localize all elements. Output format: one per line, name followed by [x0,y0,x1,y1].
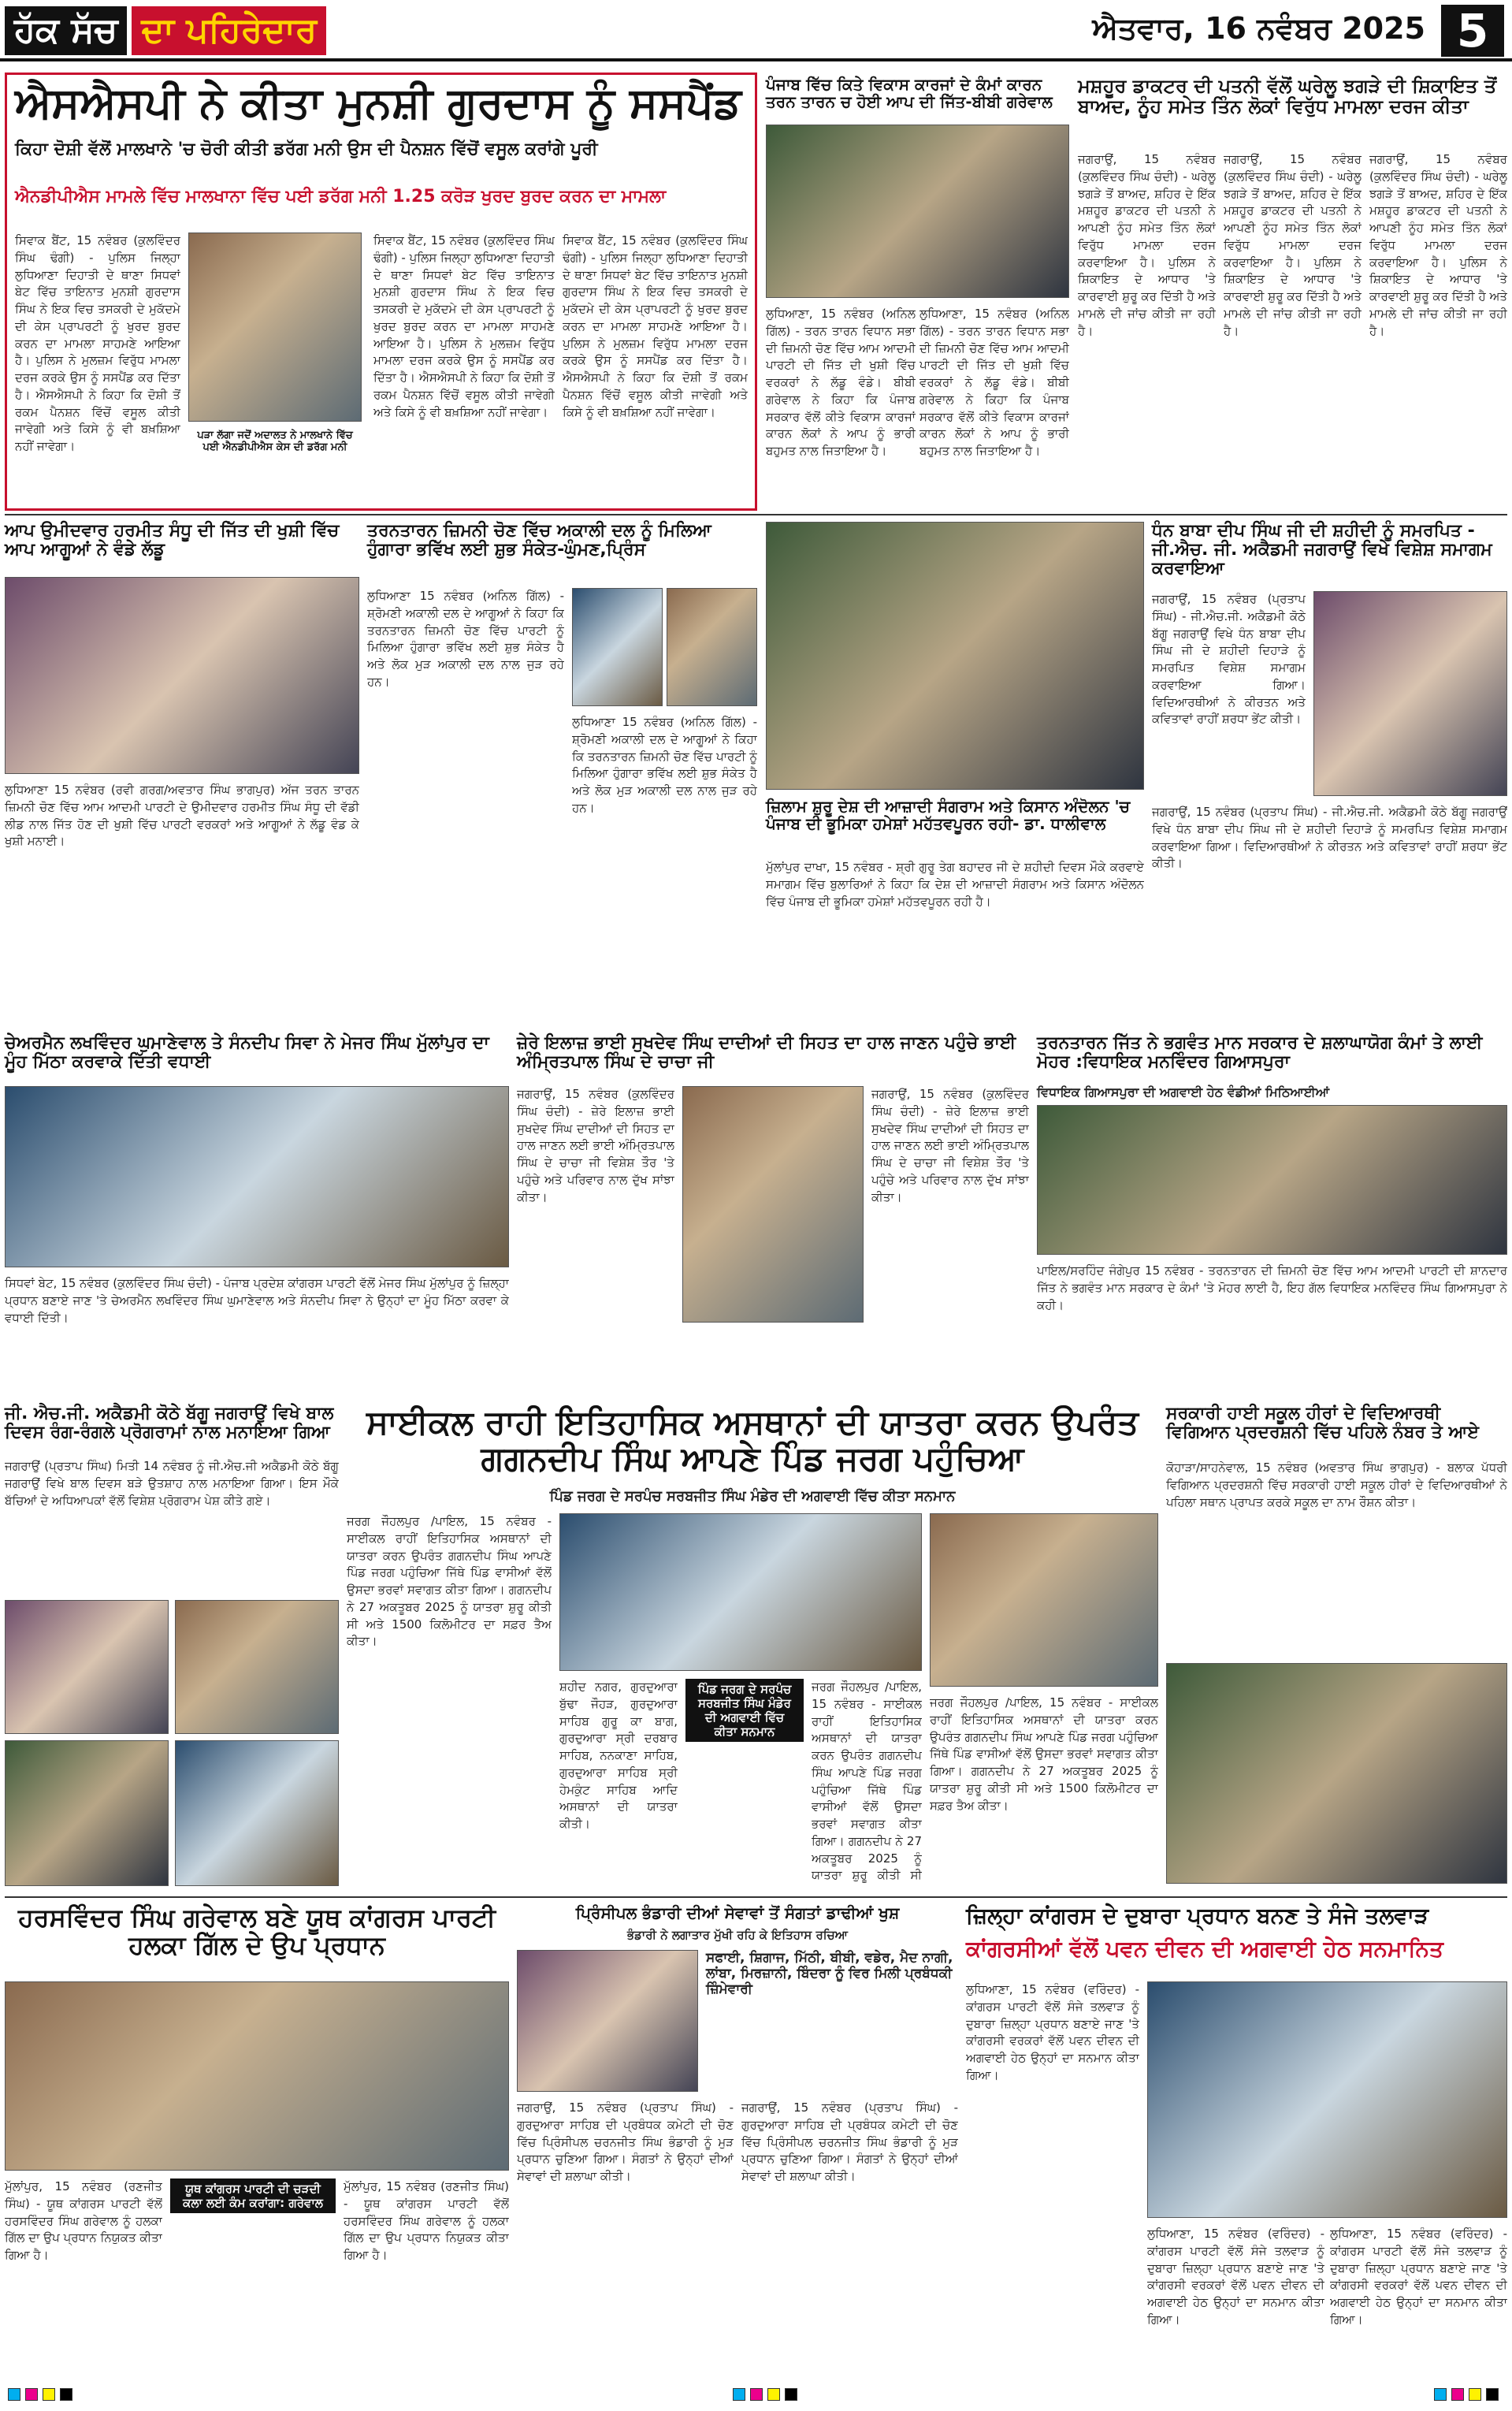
registration-marks-left [8,2388,72,2401]
cycle-villages: ਸ਼ਹੀਦ ਨਗਰ, ਗੁਰਦੁਆਰਾ ਬੁੱਢਾ ਜੌਹੜ, ਗੁਰਦੁਆਰਾ ਸਾਹਿਬ ਗੁਰੂ ਕਾ ਬਾਗ, ਗੁਰਦੁਆਰਾ ਸ੍ਰੀ ਦਰਬਾਰ ਸਾਹਿਬ, ਨਨਕਾਣਾ ਸਾਹਿਬ, ਗੁਰਦੁਆਰਾ ਸਾਹਿਬ ਸ੍ਰੀ ਹੇਮਕੁੰਟ ਸਾਹਿਬ ਆਦਿ ਅਸਥਾਨਾਂ ਦੀ ਯਾਤਰਾ ਕੀਤੀ। [559,1680,678,1831]
punjab-story [766,73,1069,511]
lead-caption: ਪੜਾ ਲੱਗਾ ਜਦੋਂ ਅਦਾਲਤ ਨੇ ਮਾਲਖਾਨੇ ਵਿੱਚ ਪਈ ਐਨਡੀਪੀਐਸ ਕੇਸ ਦੀ ਡਰੱਗ ਮਨੀ [197,430,353,453]
tarntaran-sub: ਵਿਧਾਇਕ ਗਿਆਸਪੁਰਾ ਦੀ ਅਗਵਾਈ ਹੇਠ ਵੰਡੀਆਂ ਮਿਠਿਆਈਆਂ [1037,1085,1330,1099]
principal-body: ਜਗਰਾਉਂ, 15 ਨਵੰਬਰ (ਪ੍ਰਤਾਪ ਸਿੰਘ) - ਗੁਰਦੁਆਰਾ ਸਾਹਿਬ ਦੀ ਪ੍ਰਬੰਧਕ ਕਮੇਟੀ ਦੀ ਚੋਣ ਵਿੱਚ ਪ੍ਰਿੰਸੀਪਲ ਚਰਨਜੀਤ ਸਿੰਘ ਭੰਡਾਰੀ ਨੂੰ ਮੁੜ ਪ੍ਰਧਾਨ ਚੁਣਿਆ ਗਿਆ। ਸੰਗਤਾਂ ਨੇ ਉਨ੍ਹਾਂ ਦੀਆਂ ਸੇਵਾਵਾਂ ਦੀ ਸ਼ਲਾਘਾ ਕੀਤੀ। [517,2100,734,2183]
punjab-headline: ਪੰਜਾਬ ਵਿੱਚ ਕਿਤੇ ਵਿਕਾਸ ਕਾਰਜਾਂ ਦੇ ਕੰਮਾਂ ਕਾਰਨ ਤਰਨ ਤਾਰਨ ਚ ਹੋਈ ਆਪ ਦੀ ਜਿੱਤ-ਬੀਬੀ ਗਰੇਵਾਲ [766,75,1053,111]
lead-body-col3: ਸਿਵਾਕ ਬੈਂਟ, 15 ਨਵੰਬਰ (ਕੁਲਵਿੰਦਰ ਸਿੰਘ ਢੰਗੀ) - ਪੁਲਿਸ ਜਿਲ੍ਹਾ ਲੁਧਿਆਣਾ ਦਿਹਾਤੀ ਦੇ ਥਾਣਾ ਸਿਧਵਾਂ ਬੇਟ ਵਿੱਚ ਤਾਇਨਾਤ ਮੁਨਸ਼ੀ ਗੁਰਦਾਸ ਸਿੰਘ ਨੇ ਇਕ ਵਿਚ ਤਸਕਰੀ ਦੇ ਮੁਕੱਦਮੇ ਦੀ ਕੇਸ ਪ੍ਰਾਪਰਟੀ ਨੂੰ ਖੁਰਦ ਬੁਰਦ ਕਰਨ ਦਾ ਮਾਮਲਾ ਸਾਹਮਣੇ ਆਇਆ ਹੈ। ਪੁਲਿਸ ਨੇ ਮੁਲਜ਼ਮ ਵਿਰੁੱਧ ਮਾਮਲਾ ਦਰਜ ਕਰਕੇ ਉਸ ਨੂੰ ਸਸਪੈਂਡ ਕਰ ਦਿੱਤਾ ਹੈ। ਐਸਐਸਪੀ ਨੇ ਕਿਹਾ ਕਿ ਦੋਸ਼ੀ ਤੋਂ ਰਕਮ ਪੈਨਸ਼ਨ ਵਿੱਚੋਂ ਵਸੂਲ ਕੀਤੀ ਜਾਵੇਗੀ ਅਤੇ ਕਿਸੇ ਨੂੰ ਵੀ ਬਖ਼ਸ਼ਿਆ ਨਹੀਂ ਜਾਵੇਗਾ। [563,233,748,419]
registration-marks-right [1434,2388,1499,2401]
candidate-photo [5,577,359,774]
doctor-story [1078,73,1507,511]
cycle-photo [559,1513,922,1671]
freedom-photo [766,522,1144,790]
cycle-photo-2 [930,1513,1158,1687]
chohmela-photo [5,1086,509,1267]
candidate-body: ਲੁਧਿਆਣਾ 15 ਨਵੰਬਰ (ਰਵੀ ਗਰਗ/ਅਵਤਾਰ ਸਿੰਘ ਭਾਗਪੁਰ) ਅੱਜ ਤਰਨ ਤਾਰਨ ਜ਼ਿਮਨੀ ਚੋਣ ਵਿੱਚ ਆਮ ਆਦਮੀ ਪਾਰਟੀ ਦੇ ਉਮੀਦਵਾਰ ਹਰਮੀਤ ਸਿੰਘ ਸੰਧੂ ਦੀ ਵੱਡੀ ਲੀਡ ਨਾਲ ਜਿੱਤ ਹੋਣ ਦੀ ਖੁਸ਼ੀ ਵਿੱਚ ਪਾਰਟੀ ਵਰਕਰਾਂ ਅਤੇ ਆਗੂਆਂ ਨੇ ਲੱਡੂ ਵੰਡ ਕੇ ਖੁਸ਼ੀ ਮਨਾਈ। [5,783,359,849]
lead-photo [188,233,362,422]
masthead [0,0,1512,61]
punjab-photo [766,125,1069,298]
bal-diwas-body: ਜਗਰਾਉਂ (ਪ੍ਰਤਾਪ ਸਿੰਘ) ਮਿਤੀ 14 ਨਵੰਬਰ ਨੂੰ ਜੀ.ਐਚ.ਜੀ ਅਕੈਡਮੀ ਕੋਠੇ ਬੱਗੂ ਜਗਰਾਉਂ ਵਿਖੇ ਬਾਲ ਦਿਵਸ ਬੜੇ ਉਤਸ਼ਾਹ ਨਾਲ ਮਨਾਇਆ ਗਿਆ। ਇਸ ਮੌਕੇ ਬੱਚਿਆਂ ਦੇ ਅਧਿਆਪਕਾਂ ਵੱਲੋਂ ਵਿਸ਼ੇਸ਼ ਪ੍ਰੋਗਰਾਮ ਪੇਸ਼ ਕੀਤੇ ਗਏ। [5,1459,339,1508]
congress-headline: ਜ਼ਿਲ੍ਹਾ ਕਾਂਗਰਸ ਦੇ ਦੁਬਾਰਾ ਪ੍ਰਧਾਨ ਬਨਣ ਤੇ ਸੰਜੇ ਤਲਵਾੜ [966,1903,1429,1929]
cycle-headline: ਸਾਈਕਲ ਰਾਹੀ ਇਤਿਹਾਸਿਕ ਅਸਥਾਨਾਂ ਦੀ ਯਾਤਰਾ ਕਰਨ ਉਪਰੰਤ ਗਗਨਦੀਪ ਸਿੰਘ ਆਪਣੇ ਪਿੰਡ ਜਰਗ ਪਹੁੰਚਿਆ [366,1403,1139,1479]
bal-diwas-photo-1 [5,1600,169,1734]
treatment-story [517,1032,1029,1395]
harsavinder-body-col2: ਮੁੱਲਾਂਪੁਰ, 15 ਨਵੰਬਰ (ਰਣਜੀਤ ਸਿੰਘ) - ਯੂਥ ਕਾਂਗਰਸ ਪਾਰਟੀ ਵੱਲੋਂ ਹਰਸਵਿੰਦਰ ਸਿੰਘ ਗਰੇਵਾਲ ਨੂੰ ਹਲਕਾ ਗਿੱਲ ਦਾ ਉਪ ਪ੍ਰਧਾਨ ਨਿਯੁਕਤ ਕੀਤਾ ਗਿਆ ਹੈ। [344,2179,509,2262]
bal-diwas-photo-4 [175,1740,339,1886]
school-photo [1166,1663,1507,1884]
principal-photo [517,1950,698,2092]
treatment-headline: ਜ਼ੇਰੇ ਇਲਾਜ਼ ਭਾਈ ਸੁਖਦੇਵ ਸਿੰਘ ਦਾਦੀਆਂ ਦੀ ਸਿਹਤ ਦਾ ਹਾਲ ਜਾਣਨ ਪਹੁੰਚੇ ਭਾਈ ਅੰਮ੍ਰਿਤਪਾਲ ਸਿੰਘ ਦੇ ਚਾਚਾ ਜੀ [517,1033,1016,1073]
bal-diwas-headline: ਜੀ. ਐਚ.ਜੀ. ਅਕੈਡਮੀ ਕੋਠੇ ਬੱਗੂ ਜਗਰਾਉਂ ਵਿਖੇ ਬਾਲ ਦਿਵਸ ਰੰਗ-ਰੰਗਲੇ ਪ੍ਰੋਗਰਾਮਾਂ ਨਾਲ ਮਨਾਇਆ ਗਿਆ [5,1404,334,1443]
treatment-body-col2: ਜਗਰਾਉਂ, 15 ਨਵੰਬਰ (ਕੁਲਵਿੰਦਰ ਸਿੰਘ ਚੰਦੀ) - ਜ਼ੇਰੇ ਇਲਾਜ਼ ਭਾਈ ਸੁਖਦੇਵ ਸਿੰਘ ਦਾਦੀਆਂ ਦੀ ਸਿਹਤ ਦਾ ਹਾਲ ਜਾਣਨ ਲਈ ਭਾਈ ਅੰਮ੍ਰਿਤਪਾਲ ਸਿੰਘ ਦੇ ਚਾਚਾ ਜੀ ਵਿਸ਼ੇਸ਼ ਤੌਰ 'ਤੇ ਪਹੁੰਚੇ ਅਤੇ ਪਰਿਵਾਰ ਨਾਲ ਦੁੱਖ ਸਾਂਝਾ ਕੀਤਾ। [871,1087,1029,1204]
gk-academy-photo [1313,591,1507,796]
principal-sub1: ਭੰਡਾਰੀ ਨੇ ਲਗਾਤਾਰ ਮੁੱਖੀ ਰਹਿ ਕੇ ਇਤਿਹਾਸ ਰਚਿਆ [626,1928,849,1942]
principal-story [517,1903,958,2376]
gk-academy-headline: ਧੰਨ ਬਾਬਾ ਦੀਪ ਸਿੰਘ ਜੀ ਦੀ ਸ਼ਹੀਦੀ ਨੂੰ ਸਮਰਪਿਤ - ਜੀ.ਐਚ. ਜੀ. ਅਕੈਡਮੀ ਜਗਰਾਉਂ ਵਿਖੇ ਵਿਸ਼ੇਸ਼ ਸਮਾਗਮ ਕਰਵਾਇਆ [1152,521,1492,579]
congress-body: ਲੁਧਿਆਣਾ, 15 ਨਵੰਬਰ (ਵਰਿੰਦਰ) - ਕਾਂਗਰਸ ਪਾਰਟੀ ਵੱਲੋਂ ਸੰਜੇ ਤਲਵਾੜ ਨੂੰ ਦੁਬਾਰਾ ਜ਼ਿਲ੍ਹਾ ਪ੍ਰਧਾਨ ਬਣਾਏ ਜਾਣ 'ਤੇ ਕਾਂਗਰਸੀ ਵਰਕਰਾਂ ਵੱਲੋਂ ਪਵਨ ਦੀਵਨ ਦੀ ਅਗਵਾਈ ਹੇਠ ਉਨ੍ਹਾਂ ਦਾ ਸਨਮਾਨ ਕੀਤਾ ਗਿਆ। [966,1982,1139,2082]
lead-body-col2: ਸਿਵਾਕ ਬੈਂਟ, 15 ਨਵੰਬਰ (ਕੁਲਵਿੰਦਰ ਸਿੰਘ ਢੰਗੀ) - ਪੁਲਿਸ ਜਿਲ੍ਹਾ ਲੁਧਿਆਣਾ ਦਿਹਾਤੀ ਦੇ ਥਾਣਾ ਸਿਧਵਾਂ ਬੇਟ ਵਿੱਚ ਤਾਇਨਾਤ ਮੁਨਸ਼ੀ ਗੁਰਦਾਸ ਸਿੰਘ ਨੇ ਇਕ ਵਿਚ ਤਸਕਰੀ ਦੇ ਮੁਕੱਦਮੇ ਦੀ ਕੇਸ ਪ੍ਰਾਪਰਟੀ ਨੂੰ ਖੁਰਦ ਬੁਰਦ ਕਰਨ ਦਾ ਮਾਮਲਾ ਸਾਹਮਣੇ ਆਇਆ ਹੈ। ਪੁਲਿਸ ਨੇ ਮੁਲਜ਼ਮ ਵਿਰੁੱਧ ਮਾਮਲਾ ਦਰਜ ਕਰਕੇ ਉਸ ਨੂੰ ਸਸਪੈਂਡ ਕਰ ਦਿੱਤਾ ਹੈ। ਐਸਐਸਪੀ ਨੇ ਕਿਹਾ ਕਿ ਦੋਸ਼ੀ ਤੋਂ ਰਕਮ ਪੈਨਸ਼ਨ ਵਿੱਚੋਂ ਵਸੂਲ ਕੀਤੀ ਜਾਵੇਗੀ ਅਤੇ ਕਿਸੇ ਨੂੰ ਵੀ ਬਖ਼ਸ਼ਿਆ ਨਹੀਂ ਜਾਵੇਗਾ। [373,233,555,419]
principal-body-col2: ਜਗਰਾਉਂ, 15 ਨਵੰਬਰ (ਪ੍ਰਤਾਪ ਸਿੰਘ) - ਗੁਰਦੁਆਰਾ ਸਾਹਿਬ ਦੀ ਪ੍ਰਬੰਧਕ ਕਮੇਟੀ ਦੀ ਚੋਣ ਵਿੱਚ ਪ੍ਰਿੰਸੀਪਲ ਚਰਨਜੀਤ ਸਿੰਘ ਭੰਡਾਰੀ ਨੂੰ ਮੁੜ ਪ੍ਰਧਾਨ ਚੁਣਿਆ ਗਿਆ। ਸੰਗਤਾਂ ਨੇ ਉਨ੍ਹਾਂ ਦੀਆਂ ਸੇਵਾਵਾਂ ਦੀ ਸ਼ਲਾਘਾ ਕੀਤੀ। [741,2100,958,2183]
principal-headline: ਪ੍ਰਿੰਸੀਪਲ ਭੰਡਾਰੀ ਦੀਆਂ ਸੇਵਾਵਾਂ ਤੋਂ ਸੰਗਤਾਂ ਡਾਢੀਆਂ ਖੁਸ਼ [575,1903,900,1922]
treatment-body: ਜਗਰਾਉਂ, 15 ਨਵੰਬਰ (ਕੁਲਵਿੰਦਰ ਸਿੰਘ ਚੰਦੀ) - ਜ਼ੇਰੇ ਇਲਾਜ਼ ਭਾਈ ਸੁਖਦੇਵ ਸਿੰਘ ਦਾਦੀਆਂ ਦੀ ਸਿਹਤ ਦਾ ਹਾਲ ਜਾਣਨ ਲਈ ਭਾਈ ਅੰਮ੍ਰਿਤਪਾਲ ਸਿੰਘ ਦੇ ਚਾਚਾ ਜੀ ਵਿਸ਼ੇਸ਼ ਤੌਰ 'ਤੇ ਪਹੁੰਚੇ ਅਤੇ ਪਰਿਵਾਰ ਨਾਲ ਦੁੱਖ ਸਾਂਝਾ ਕੀਤਾ। [517,1087,674,1204]
lead-sub2: ਐਨਡੀਪੀਐਸ ਮਾਮਲੇ ਵਿੱਚ ਮਾਲਖਾਨਾ ਵਿੱਚ ਪਈ ਡਰੱਗ ਮਨੀ 1.25 ਕਰੋੜ ਖੁਰਦ ਬੁਰਦ ਕਰਨ ਦਾ ਮਾਮਲਾ [15,187,667,206]
cycle-body-col3: ਜਰਗ ਜੌਹਲਪੁਰ /ਪਾਇਲ, 15 ਨਵੰਬਰ - ਸਾਈਕਲ ਰਾਹੀਂ ਇਤਿਹਾਸਿਕ ਅਸਥਾਨਾਂ ਦੀ ਯਾਤਰਾ ਕਰਨ ਉਪਰੰਤ ਗਗਨਦੀਪ ਸਿੰਘ ਆਪਣੇ ਪਿੰਡ ਜਰਗ ਪਹੁੰਚਿਆ ਜਿੱਥੇ ਪਿੰਡ ਵਾਸੀਆਂ ਵੱਲੋਂ ਉਸਦਾ ਭਰਵਾਂ ਸਵਾਗਤ ਕੀਤਾ ਗਿਆ। ਗਗਨਦੀਪ ਨੇ 27 ਅਕਤੂਬਰ 2025 ਨੂੰ ਯਾਤਰਾ ਸ਼ੁਰੂ ਕੀਤੀ ਸੀ [812,1680,922,1883]
lead-sub1: ਕਿਹਾ ਦੋਸ਼ੀ ਵੱਲੋਂ ਮਾਲਖਾਨੇ 'ਚ ਚੋਰੀ ਕੀਤੀ ਡਰੱਗ ਮਨੀ ਉਸ ਦੀ ਪੈਨਸ਼ਨ ਵਿੱਚੋਂ ਵਸੂਲ ਕਰਾਂਗੇ ਪੂਰੀ [15,140,598,159]
cycle-sub: ਪਿੰਡ ਜਰਗ ਦੇ ਸਰਪੰਚ ਸਰਬਜੀਤ ਸਿੰਘ ਮੰਡੇਰ ਦੀ ਅਗਵਾਈ ਵਿੱਚ ਕੀਤਾ ਸਨਮਾਨ [549,1488,956,1505]
freedom-headline: ਜ਼ਿਲਾਮ ਸ਼ੁਰੂ ਦੇਸ਼ ਦੀ ਆਜ਼ਾਦੀ ਸੰਗਰਾਮ ਅਤੇ ਕਿਸਾਨ ਅੰਦੋਲਨ 'ਚ ਪੰਜਾਬ ਦੀ ਭੂਮਿਕਾ ਹਮੇਸ਼ਾਂ ਮਹੱਤਵਪੂਰਨ ਰਹੀ- ਡਾ. ਧਾਲੀਵਾਲ [766,797,1131,833]
bal-diwas-story [5,1403,339,1892]
doctor-body-col3: ਜਗਰਾਉਂ, 15 ਨਵੰਬਰ (ਕੁਲਵਿੰਦਰ ਸਿੰਘ ਚੰਦੀ) - ਘਰੇਲੂ ਝਗੜੇ ਤੋਂ ਬਾਅਦ, ਸ਼ਹਿਰ ਦੇ ਇੱਕ ਮਸ਼ਹੂਰ ਡਾਕਟਰ ਦੀ ਪਤਨੀ ਨੇ ਆਪਣੀ ਨੂੰਹ ਸਮੇਤ ਤਿੰਨ ਲੋਕਾਂ ਵਿਰੁੱਧ ਮਾਮਲਾ ਦਰਜ ਕਰਵਾਇਆ ਹੈ। ਪੁਲਿਸ ਨੇ ਸ਼ਿਕਾਇਤ ਦੇ ਆਧਾਰ 'ਤੇ ਕਾਰਵਾਈ ਸ਼ੁਰੂ ਕਰ ਦਿੱਤੀ ਹੈ ਅਤੇ ਮਾਮਲੇ ਦੀ ਜਾਂਚ ਕੀਤੀ ਜਾ ਰਹੀ ਹੈ। [1369,152,1507,338]
akali-body: ਲੁਧਿਆਣਾ 15 ਨਵੰਬਰ (ਅਨਿਲ ਗਿੱਲ) - ਸ਼੍ਰੋਮਣੀ ਅਕਾਲੀ ਦਲ ਦੇ ਆਗੂਆਂ ਨੇ ਕਿਹਾ ਕਿ ਤਰਨਤਾਰਨ ਜ਼ਿਮਨੀ ਚੋਣ ਵਿੱਚ ਪਾਰਟੀ ਨੂੰ ਮਿਲਿਆ ਹੁੰਗਾਰਾ ਭਵਿੱਖ ਲਈ ਸ਼ੁਭ ਸੰਕੇਤ ਹੈ ਅਤੇ ਲੋਕ ਮੁੜ ਅਕਾਲੀ ਦਲ ਨਾਲ ਜੁੜ ਰਹੇ ਹਨ। [367,589,564,689]
principal-sub2: ਸਫਾਈ, ਸ਼ਿਗਾਜ, ਮਿੱਠੀ, ਬੀਬੀ, ਵਡੇਰ, ਮੈਦ ਨਾਗੀ, ਲਾਂਬਾ, ਮਿਰਜ਼ਾਨੀ, ਬਿੰਦਰਾ ਨੂੰ ਵਿਰ ਮਿਲੀ ਪ੍ਰਬੰਧਕੀ ਜ਼ਿੰਮੇਵਾਰੀ [706,1950,953,1997]
chohmela-body: ਸਿਧਵਾਂ ਬੇਟ, 15 ਨਵੰਬਰ (ਕੁਲਵਿੰਦਰ ਸਿੰਘ ਚੰਦੀ) - ਪੰਜਾਬ ਪ੍ਰਦੇਸ਼ ਕਾਂਗਰਸ ਪਾਰਟੀ ਵੱਲੋਂ ਮੇਜਰ ਸਿੰਘ ਮੁੱਲਾਂਪੁਰ ਨੂੰ ਜ਼ਿਲ੍ਹਾ ਪ੍ਰਧਾਨ ਬਣਾਏ ਜਾਣ 'ਤੇ ਚੇਅਰਮੈਨ ਲਖਵਿੰਦਰ ਸਿੰਘ ਘੁਮਾਣੇਵਾਲ ਅਤੇ ਸੰਨਦੀਪ ਸਿਵਾ ਨੇ ਉਨ੍ਹਾਂ ਦਾ ਮੂੰਹ ਮਿੱਠਾ ਕਰਵਾ ਕੇ ਵਧਾਈ ਦਿੱਤੀ। [5,1276,509,1325]
congress-body-col3: ਲੁਧਿਆਣਾ, 15 ਨਵੰਬਰ (ਵਰਿੰਦਰ) - ਕਾਂਗਰਸ ਪਾਰਟੀ ਵੱਲੋਂ ਸੰਜੇ ਤਲਵਾੜ ਨੂੰ ਦੁਬਾਰਾ ਜ਼ਿਲ੍ਹਾ ਪ੍ਰਧਾਨ ਬਣਾਏ ਜਾਣ 'ਤੇ ਕਾਂਗਰਸੀ ਵਰਕਰਾਂ ਵੱਲੋਂ ਪਵਨ ਦੀਵਨ ਦੀ ਅਗਵਾਈ ਹੇਠ ਉਨ੍ਹਾਂ ਦਾ ਸਨਮਾਨ ਕੀਤਾ ਗਿਆ। [1330,2227,1507,2327]
divider [5,514,1507,515]
doctor-body-col2: ਜਗਰਾਉਂ, 15 ਨਵੰਬਰ (ਕੁਲਵਿੰਦਰ ਸਿੰਘ ਚੰਦੀ) - ਘਰੇਲੂ ਝਗੜੇ ਤੋਂ ਬਾਅਦ, ਸ਼ਹਿਰ ਦੇ ਇੱਕ ਮਸ਼ਹੂਰ ਡਾਕਟਰ ਦੀ ਪਤਨੀ ਨੇ ਆਪਣੀ ਨੂੰਹ ਸਮੇਤ ਤਿੰਨ ਲੋਕਾਂ ਵਿਰੁੱਧ ਮਾਮਲਾ ਦਰਜ ਕਰਵਾਇਆ ਹੈ। ਪੁਲਿਸ ਨੇ ਸ਼ਿਕਾਇਤ ਦੇ ਆਧਾਰ 'ਤੇ ਕਾਰਵਾਈ ਸ਼ੁਰੂ ਕਰ ਦਿੱਤੀ ਹੈ ਅਤੇ ਮਾਮਲੇ ਦੀ ਜਾਂਚ ਕੀਤੀ ਜਾ ਰਹੀ ਹੈ। [1224,152,1362,338]
akali-photo-1 [572,588,663,706]
school-headline: ਸਰਕਾਰੀ ਹਾਈ ਸਕੂਲ ਹੀਰਾਂ ਦੇ ਵਿਦਿਆਰਥੀ ਵਿਗਿਆਨ ਪ੍ਰਦਰਸ਼ਨੀ ਵਿੱਚ ਪਹਿਲੇ ਨੰਬਰ ਤੇ ਆਏ [1166,1404,1480,1443]
congress-story [966,1903,1507,2376]
divider-2 [5,1896,1507,1898]
congress-body-col2: ਲੁਧਿਆਣਾ, 15 ਨਵੰਬਰ (ਵਰਿੰਦਰ) - ਕਾਂਗਰਸ ਪਾਰਟੀ ਵੱਲੋਂ ਸੰਜੇ ਤਲਵਾੜ ਨੂੰ ਦੁਬਾਰਾ ਜ਼ਿਲ੍ਹਾ ਪ੍ਰਧਾਨ ਬਣਾਏ ਜਾਣ 'ਤੇ ਕਾਂਗਰਸੀ ਵਰਕਰਾਂ ਵੱਲੋਂ ਪਵਨ ਦੀਵਨ ਦੀ ਅਗਵਾਈ ਹੇਠ ਉਨ੍ਹਾਂ ਦਾ ਸਨਮਾਨ ਕੀਤਾ ਗਿਆ। [1147,2227,1324,2327]
tarntaran-headline: ਤਰਨਤਾਰਨ ਜਿੱਤ ਨੇ ਭਗਵੰਤ ਮਾਨ ਸਰਕਾਰ ਦੇ ਸ਼ਲਾਘਾਯੋਗ ਕੰਮਾਂ ਤੇ ਲਾਈ ਮੋਹਰ :ਵਿਧਾਇਕ ਮਨਵਿੰਦਰ ਗਿਆਸਪੁਰਾ [1037,1033,1483,1073]
lead-story [5,73,757,511]
school-body: ਕੋਹਾੜਾ/ਸਾਹਨੇਵਾਲ, 15 ਨਵੰਬਰ (ਅਵਤਾਰ ਸਿੰਘ ਭਾਗਪੁਰ) - ਬਲਾਕ ਪੱਧਰੀ ਵਿਗਿਆਨ ਪ੍ਰਦਰਸ਼ਨੀ ਵਿੱਚ ਸਰਕਾਰੀ ਹਾਈ ਸਕੂਲ ਹੀਰਾਂ ਦੇ ਵਿਦਿਆਰਥੀਆਂ ਨੇ ਪਹਿਲਾ ਸਥਾਨ ਪ੍ਰਾਪਤ ਕਰਕੇ ਸਕੂਲ ਦਾ ਨਾਮ ਰੌਸ਼ਨ ਕੀਤਾ। [1166,1460,1507,1509]
freedom-body: ਮੁੱਲਾਂਪੁਰ ਦਾਖਾ, 15 ਨਵੰਬਰ - ਸ਼੍ਰੀ ਗੁਰੂ ਤੇਗ ਬਹਾਦਰ ਜੀ ਦੇ ਸ਼ਹੀਦੀ ਦਿਵਸ ਮੌਕੇ ਕਰਵਾਏ ਸਮਾਗਮ ਵਿੱਚ ਬੁਲਾਰਿਆਂ ਨੇ ਕਿਹਾ ਕਿ ਦੇਸ਼ ਦੀ ਆਜ਼ਾਦੀ ਸੰਗਰਾਮ ਅਤੇ ਕਿਸਾਨ ਅੰਦੋਲਨ ਵਿੱਚ ਪੰਜਾਬ ਦੀ ਭੂਮਿਕਾ ਹਮੇਸ਼ਾਂ ਮਹੱਤਵਪੂਰਨ ਰਹੀ ਹੈ। [766,860,1144,909]
newspaper-logo [5,5,326,57]
harsavinder-box: ਯੂਥ ਕਾਂਗਰਸ ਪਾਰਟੀ ਦੀ ਚੜਦੀ ਕਲਾ ਲਈ ਕੰਮ ਕਰਾਂਗਾ: ਗਰੇਵਾਲ [170,2178,336,2213]
candidate-headline: ਆਪ ਉਮੀਦਵਾਰ ਹਰਮੀਤ ਸੰਧੂ ਦੀ ਜਿੱਤ ਦੀ ਖੁਸ਼ੀ ਵਿੱਚ ਆਪ ਆਗੂਆਂ ਨੇ ਵੰਡੇ ਲੱਡੂ [5,521,340,560]
gk-academy-story [1152,520,1507,1025]
chohmela-story [5,1032,509,1395]
logo-part1: ਹੱਕ ਸੱਚ [5,6,127,55]
punjab-body: ਲੁਧਿਆਣਾ, 15 ਨਵੰਬਰ (ਅਨਿਲ ਗਿੱਲ) - ਤਰਨ ਤਾਰਨ ਵਿਧਾਨ ਸਭਾ ਦੀ ਜ਼ਿਮਨੀ ਚੋਣ ਵਿੱਚ ਆਮ ਆਦਮੀ ਪਾਰਟੀ ਦੀ ਜਿੱਤ ਦੀ ਖੁਸ਼ੀ ਵਿੱਚ ਵਰਕਰਾਂ ਨੇ ਲੱਡੂ ਵੰਡੇ। ਬੀਬੀ ਗਰੇਵਾਲ ਨੇ ਕਿਹਾ ਕਿ ਪੰਜਾਬ ਸਰਕਾਰ ਵੱਲੋਂ ਕੀਤੇ ਵਿਕਾਸ ਕਾਰਜਾਂ ਕਾਰਨ ਲੋਕਾਂ ਨੇ ਆਪ ਨੂੰ ਭਾਰੀ ਬਹੁਮਤ ਨਾਲ ਜਿਤਾਇਆ ਹੈ। [766,307,916,458]
bal-diwas-photo-2 [175,1600,339,1734]
tarntaran-body: ਪਾਇਲ/ਸਰਹਿੰਦ ਜੰਗੇਪੁਰ 15 ਨਵੰਬਰ - ਤਰਨਤਾਰਨ ਦੀ ਜ਼ਿਮਨੀ ਚੋਣ ਵਿੱਚ ਆਮ ਆਦਮੀ ਪਾਰਟੀ ਦੀ ਸ਼ਾਨਦਾਰ ਜਿੱਤ ਨੇ ਭਗਵੰਤ ਮਾਨ ਸਰਕਾਰ ਦੇ ਕੰਮਾਂ 'ਤੇ ਮੋਹਰ ਲਾਈ ਹੈ, ਇਹ ਗੱਲ ਵਿਧਾਇਕ ਮਨਵਿੰਦਰ ਸਿੰਘ ਗਿਆਸਪੁਰਾ ਨੇ ਕਹੀ। [1037,1263,1507,1312]
harsavinder-body: ਮੁੱਲਾਂਪੁਰ, 15 ਨਵੰਬਰ (ਰਣਜੀਤ ਸਿੰਘ) - ਯੂਥ ਕਾਂਗਰਸ ਪਾਰਟੀ ਵੱਲੋਂ ਹਰਸਵਿੰਦਰ ਸਿੰਘ ਗਰੇਵਾਲ ਨੂੰ ਹਲਕਾ ਗਿੱਲ ਦਾ ਉਪ ਪ੍ਰਧਾਨ ਨਿਯੁਕਤ ਕੀਤਾ ਗਿਆ ਹੈ। [5,2179,162,2262]
school-story [1166,1403,1507,1892]
punjab-body-col2: ਲੁਧਿਆਣਾ, 15 ਨਵੰਬਰ (ਅਨਿਲ ਗਿੱਲ) - ਤਰਨ ਤਾਰਨ ਵਿਧਾਨ ਸਭਾ ਦੀ ਜ਼ਿਮਨੀ ਚੋਣ ਵਿੱਚ ਆਮ ਆਦਮੀ ਪਾਰਟੀ ਦੀ ਜਿੱਤ ਦੀ ਖੁਸ਼ੀ ਵਿੱਚ ਵਰਕਰਾਂ ਨੇ ਲੱਡੂ ਵੰਡੇ। ਬੀਬੀ ਗਰੇਵਾਲ ਨੇ ਕਿਹਾ ਕਿ ਪੰਜਾਬ ਸਰਕਾਰ ਵੱਲੋਂ ਕੀਤੇ ਵਿਕਾਸ ਕਾਰਜਾਂ ਕਾਰਨ ਲੋਕਾਂ ਨੇ ਆਪ ਨੂੰ ਭਾਰੀ ਬਹੁਮਤ ਨਾਲ ਜਿਤਾਇਆ ਹੈ। [919,307,1069,458]
akali-body-col2: ਲੁਧਿਆਣਾ 15 ਨਵੰਬਰ (ਅਨਿਲ ਗਿੱਲ) - ਸ਼੍ਰੋਮਣੀ ਅਕਾਲੀ ਦਲ ਦੇ ਆਗੂਆਂ ਨੇ ਕਿਹਾ ਕਿ ਤਰਨਤਾਰਨ ਜ਼ਿਮਨੀ ਚੋਣ ਵਿੱਚ ਪਾਰਟੀ ਨੂੰ ਮਿਲਿਆ ਹੁੰਗਾਰਾ ਭਵਿੱਖ ਲਈ ਸ਼ੁਭ ਸੰਕੇਤ ਹੈ ਅਤੇ ਲੋਕ ਮੁੜ ਅਕਾਲੀ ਦਲ ਨਾਲ ਜੁੜ ਰਹੇ ਹਨ। [572,715,757,815]
harsavinder-story [5,1903,509,2376]
gk-academy-body-2: ਜਗਰਾਉਂ, 15 ਨਵੰਬਰ (ਪ੍ਰਤਾਪ ਸਿੰਘ) - ਜੀ.ਐਚ.ਜੀ. ਅਕੈਡਮੀ ਕੋਠੇ ਬੱਗੂ ਜਗਰਾਉਂ ਵਿਖੇ ਧੰਨ ਬਾਬਾ ਦੀਪ ਸਿੰਘ ਜੀ ਦੇ ਸ਼ਹੀਦੀ ਦਿਹਾੜੇ ਨੂੰ ਸਮਰਪਿਤ ਵਿਸ਼ੇਸ਼ ਸਮਾਗਮ ਕਰਵਾਇਆ ਗਿਆ। ਵਿਦਿਆਰਥੀਆਂ ਨੇ ਕੀਰਤਨ ਅਤੇ ਕਵਿਤਾਵਾਂ ਰਾਹੀਂ ਸ਼ਰਧਾ ਭੇਂਟ ਕੀਤੀ। [1152,805,1507,871]
doctor-headline: ਮਸ਼ਹੂਰ ਡਾਕਟਰ ਦੀ ਪਤਨੀ ਵੱਲੋਂ ਘਰੇਲੂ ਝਗੜੇ ਦੀ ਸ਼ਿਕਾਇਤ ਤੋਂ ਬਾਅਦ, ਨੂੰਹ ਸਮੇਤ ਤਿੰਨ ਲੋਕਾਂ ਵਿਰੁੱਧ ਮਾਮਲਾ ਦਰਜ ਕੀਤਾ [1078,75,1497,118]
akali-headline: ਤਰਨਤਾਰਨ ਜ਼ਿਮਨੀ ਚੋਣ ਵਿੱਚ ਅਕਾਲੀ ਦਲ ਨੂੰ ਮਿਲਿਆ ਹੁੰਗਾਰਾ ਭਵਿੱਖ ਲਈ ਸ਼ੁਭ ਸੰਕੇਤ-ਘੁੰਮਣ,ਪ੍ਰਿੰਸ [367,521,711,560]
freedom-story [766,520,1144,1025]
lead-headline: ਐਸਐਸਪੀ ਨੇ ਕੀਤਾ ਮੁਨਸ਼ੀ ਗੁਰਦਾਸ ਨੂੰ ਸਸਪੈਂਡ [15,78,741,128]
logo-part2: ਦਾ ਪਹਿਰੇਦਾਰ [132,6,326,55]
cycle-body: ਜਰਗ ਜੌਹਲਪੁਰ /ਪਾਇਲ, 15 ਨਵੰਬਰ - ਸਾਈਕਲ ਰਾਹੀਂ ਇਤਿਹਾਸਿਕ ਅਸਥਾਨਾਂ ਦੀ ਯਾਤਰਾ ਕਰਨ ਉਪਰੰਤ ਗਗਨਦੀਪ ਸਿੰਘ ਆਪਣੇ ਪਿੰਡ ਜਰਗ ਪਹੁੰਚਿਆ ਜਿੱਥੇ ਪਿੰਡ ਵਾਸੀਆਂ ਵੱਲੋਂ ਉਸਦਾ ਭਰਵਾਂ ਸਵਾਗਤ ਕੀਤਾ ਗਿਆ। ਗਗਨਦੀਪ ਨੇ 27 ਅਕਤੂਬਰ 2025 ਨੂੰ ਯਾਤਰਾ ਸ਼ੁਰੂ ਕੀਤੀ ਸੀ ਅਤੇ 1500 ਕਿਲੋਮੀਟਰ ਦਾ ਸਫ਼ਰ ਤੈਅ ਕੀਤਾ। [347,1514,552,1649]
tarntaran-story [1037,1032,1507,1395]
congress-photo [1147,1981,1507,2218]
page-number: 5 [1441,5,1504,57]
akali-story [367,520,757,1025]
registration-marks-center [733,2388,797,2401]
tarntaran-photo [1037,1105,1507,1255]
lead-body: ਸਿਵਾਕ ਬੈਂਟ, 15 ਨਵੰਬਰ (ਕੁਲਵਿੰਦਰ ਸਿੰਘ ਢੰਗੀ) - ਪੁਲਿਸ ਜਿਲ੍ਹਾ ਲੁਧਿਆਣਾ ਦਿਹਾਤੀ ਦੇ ਥਾਣਾ ਸਿਧਵਾਂ ਬੇਟ ਵਿੱਚ ਤਾਇਨਾਤ ਮੁਨਸ਼ੀ ਗੁਰਦਾਸ ਸਿੰਘ ਨੇ ਇਕ ਵਿਚ ਤਸਕਰੀ ਦੇ ਮੁਕੱਦਮੇ ਦੀ ਕੇਸ ਪ੍ਰਾਪਰਟੀ ਨੂੰ ਖੁਰਦ ਬੁਰਦ ਕਰਨ ਦਾ ਮਾਮਲਾ ਸਾਹਮਣੇ ਆਇਆ ਹੈ। ਪੁਲਿਸ ਨੇ ਮੁਲਜ਼ਮ ਵਿਰੁੱਧ ਮਾਮਲਾ ਦਰਜ ਕਰਕੇ ਉਸ ਨੂੰ ਸਸਪੈਂਡ ਕਰ ਦਿੱਤਾ ਹੈ। ਐਸਐਸਪੀ ਨੇ ਕਿਹਾ ਕਿ ਦੋਸ਼ੀ ਤੋਂ ਰਕਮ ਪੈਨਸ਼ਨ ਵਿੱਚੋਂ ਵਸੂਲ ਕੀਤੀ ਜਾਵੇਗੀ ਅਤੇ ਕਿਸੇ ਨੂੰ ਵੀ ਬਖ਼ਸ਼ਿਆ ਨਹੀਂ ਜਾਵੇਗਾ। [15,233,180,453]
cycle-tag: ਪਿੰਡ ਜਰਗ ਦੇ ਸਰਪੰਚ ਸਰਬਜੀਤ ਸਿੰਘ ਮੰਡੇਰ ਦੀ ਅਗਵਾਈ ਵਿੱਚ ਕੀਤਾ ਸਨਮਾਨ [685,1679,804,1742]
candidate-story [5,520,359,1025]
harsavinder-headline: ਹਰਸਵਿੰਦਰ ਸਿੰਘ ਗਰੇਵਾਲ ਬਣੇ ਯੂਥ ਕਾਂਗਰਸ ਪਾਰਟੀ ਹਲਕਾ ਗਿੱਲ ਦੇ ਉਪ ਪ੍ਰਧਾਨ [17,1903,496,1961]
cycle-story [347,1403,1158,1892]
harsavinder-photo [5,1981,509,2171]
bal-diwas-photo-3 [5,1740,169,1886]
gk-academy-body: ਜਗਰਾਉਂ, 15 ਨਵੰਬਰ (ਪ੍ਰਤਾਪ ਸਿੰਘ) - ਜੀ.ਐਚ.ਜੀ. ਅਕੈਡਮੀ ਕੋਠੇ ਬੱਗੂ ਜਗਰਾਉਂ ਵਿਖੇ ਧੰਨ ਬਾਬਾ ਦੀਪ ਸਿੰਘ ਜੀ ਦੇ ਸ਼ਹੀਦੀ ਦਿਹਾੜੇ ਨੂੰ ਸਮਰਪਿਤ ਵਿਸ਼ੇਸ਼ ਸਮਾਗਮ ਕਰਵਾਇਆ ਗਿਆ। ਵਿਦਿਆਰਥੀਆਂ ਨੇ ਕੀਰਤਨ ਅਤੇ ਕਵਿਤਾਵਾਂ ਰਾਹੀਂ ਸ਼ਰਧਾ ਭੇਂਟ ਕੀਤੀ। [1152,592,1306,727]
chohmela-headline: ਚੇਅਰਮੈਨ ਲਖਵਿੰਦਰ ਘੁਮਾਣੇਵਾਲ ਤੇ ਸੰਨਦੀਪ ਸਿਵਾ ਨੇ ਮੇਜਰ ਸਿੰਘ ਮੁੱਲਾਂਪੁਰ ਦਾ ਮੂੰਹ ਮਿੱਠਾ ਕਰਵਾਕੇ ਦਿੱਤੀ ਵਧਾਈ [5,1033,489,1073]
treatment-photo [682,1086,864,1323]
akali-photo-2 [667,588,757,706]
cycle-body-col4: ਜਰਗ ਜੌਹਲਪੁਰ /ਪਾਇਲ, 15 ਨਵੰਬਰ - ਸਾਈਕਲ ਰਾਹੀਂ ਇਤਿਹਾਸਿਕ ਅਸਥਾਨਾਂ ਦੀ ਯਾਤਰਾ ਕਰਨ ਉਪਰੰਤ ਗਗਨਦੀਪ ਸਿੰਘ ਆਪਣੇ ਪਿੰਡ ਜਰਗ ਪਹੁੰਚਿਆ ਜਿੱਥੇ ਪਿੰਡ ਵਾਸੀਆਂ ਵੱਲੋਂ ਉਸਦਾ ਭਰਵਾਂ ਸਵਾਗਤ ਕੀਤਾ ਗਿਆ। ਗਗਨਦੀਪ ਨੇ 27 ਅਕਤੂਬਰ 2025 ਨੂੰ ਯਾਤਰਾ ਸ਼ੁਰੂ ਕੀਤੀ ਸੀ ਅਤੇ 1500 ਕਿਲੋਮੀਟਰ ਦਾ ਸਫ਼ਰ ਤੈਅ ਕੀਤਾ। [930,1695,1158,1813]
issue-date: ਐਤਵਾਰ, 16 ਨਵੰਬਰ 2025 [1092,11,1425,46]
congress-headline-2: ਕਾਂਗਰਸੀਆਂ ਵੱਲੋਂ ਪਵਨ ਦੀਵਨ ਦੀ ਅਗਵਾਈ ਹੇਠ ਸਨਮਾਨਿਤ [966,1936,1443,1962]
doctor-body: ਜਗਰਾਉਂ, 15 ਨਵੰਬਰ (ਕੁਲਵਿੰਦਰ ਸਿੰਘ ਚੰਦੀ) - ਘਰੇਲੂ ਝਗੜੇ ਤੋਂ ਬਾਅਦ, ਸ਼ਹਿਰ ਦੇ ਇੱਕ ਮਸ਼ਹੂਰ ਡਾਕਟਰ ਦੀ ਪਤਨੀ ਨੇ ਆਪਣੀ ਨੂੰਹ ਸਮੇਤ ਤਿੰਨ ਲੋਕਾਂ ਵਿਰੁੱਧ ਮਾਮਲਾ ਦਰਜ ਕਰਵਾਇਆ ਹੈ। ਪੁਲਿਸ ਨੇ ਸ਼ਿਕਾਇਤ ਦੇ ਆਧਾਰ 'ਤੇ ਕਾਰਵਾਈ ਸ਼ੁਰੂ ਕਰ ਦਿੱਤੀ ਹੈ ਅਤੇ ਮਾਮਲੇ ਦੀ ਜਾਂਚ ਕੀਤੀ ਜਾ ਰਹੀ ਹੈ। [1078,152,1216,338]
